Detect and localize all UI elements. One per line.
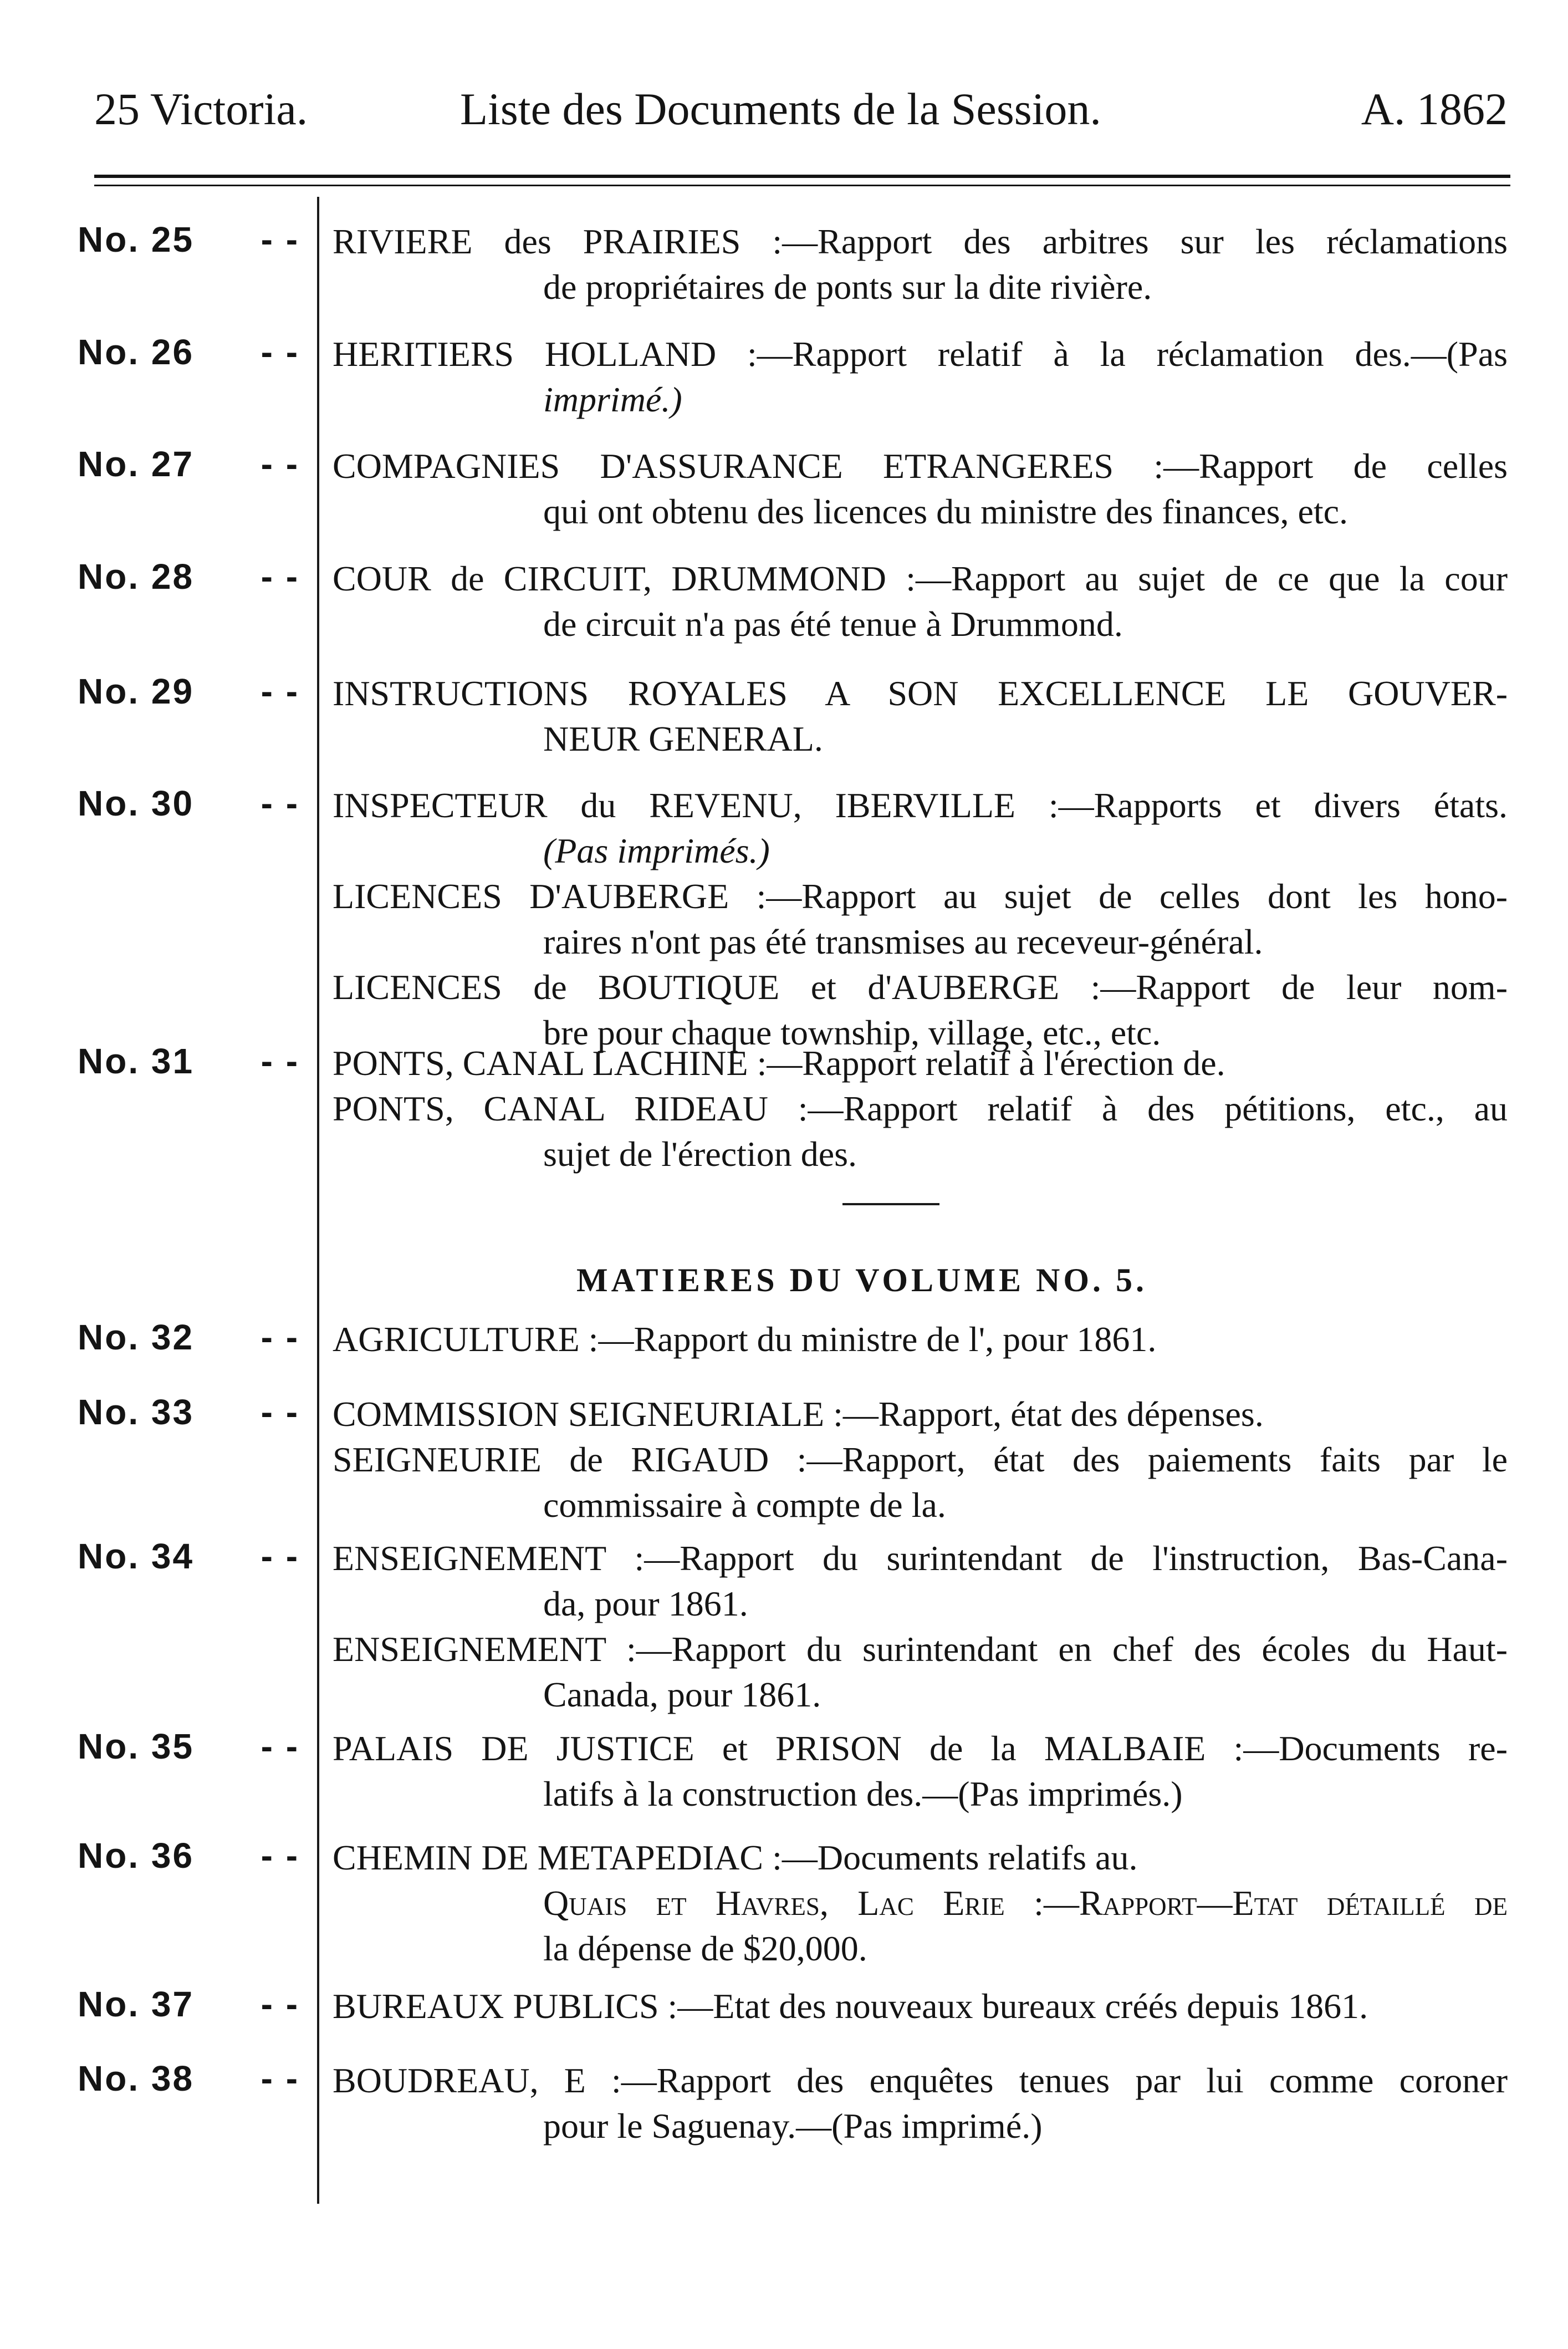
entry-line: Canada, pour 1861. <box>543 1675 821 1714</box>
entry-dash: - - <box>261 220 299 259</box>
entry-line: CHEMIN DE METAPEDIAC :—Documents relatifs au. <box>333 1838 1138 1877</box>
entry-dash: - - <box>261 2058 299 2098</box>
running-head-right: A. 1862 <box>1361 84 1508 134</box>
header-rule-thin <box>94 185 1510 186</box>
entry-line: da, pour 1861. <box>543 1584 748 1623</box>
entry-dash: - - <box>261 332 299 372</box>
entry-line: pour le Saguenay.—(Pas imprimé.) <box>543 2106 1043 2146</box>
entry-number: No. 38 <box>78 2058 195 2098</box>
entry-line: qui ont obtenu des licences du ministre des finances, etc. <box>543 492 1349 531</box>
entry-dash: - - <box>261 1836 299 1876</box>
entry-line: commissaire à compte de la. <box>543 1485 946 1525</box>
entry-line: (Pas imprimés.) <box>543 831 770 870</box>
entry-line: la dépense de $20,000. <box>543 1929 867 1968</box>
entry-number: No. 25 <box>78 220 195 259</box>
entry-line: PONTS, CANAL RIDEAU :—Rapport relatif à des pétitions, etc., au <box>333 1089 1508 1128</box>
entry-line: Quais et Havres, Lac Erie :—Rapport—Etat détaillé de <box>543 1883 1508 1923</box>
entry-line: AGRICULTURE :—Rapport du ministre de l', pour 1861. <box>333 1319 1157 1359</box>
entry-line: LICENCES D'AUBERGE :—Rapport au sujet de celles dont les hono- <box>333 877 1508 916</box>
entry-number: No. 30 <box>78 783 195 823</box>
entry-number: No. 26 <box>78 332 195 372</box>
entry-dash: - - <box>261 557 299 597</box>
entry-number: No. 37 <box>78 1984 195 2024</box>
running-head-left: 25 Victoria. <box>94 84 308 134</box>
entry-number: No. 27 <box>78 444 195 484</box>
entry-line: imprimé.) <box>543 380 682 419</box>
entry-number: No. 34 <box>78 1536 195 1576</box>
entry-line: INSTRUCTIONS ROYALES A SON EXCELLENCE LE GOUVER- <box>333 674 1508 713</box>
entry-dash: - - <box>261 783 299 823</box>
entry-dash: - - <box>261 1392 299 1432</box>
entry-line: COMPAGNIES D'ASSURANCE ETRANGERES :—Rapport de celles <box>333 446 1508 486</box>
entry-number: No. 35 <box>78 1726 195 1766</box>
entry-line: ENSEIGNEMENT :—Rapport du surintendant en chef des écoles du Haut- <box>333 1629 1508 1669</box>
column-divider <box>317 197 319 2204</box>
entry-dash: - - <box>261 1317 299 1357</box>
page-header <box>94 83 1508 144</box>
entry-line: RIVIERE des PRAIRIES :—Rapport des arbitres sur les réclamations <box>333 222 1508 261</box>
entry-number: No. 28 <box>78 557 195 597</box>
entry-line: COUR de CIRCUIT, DRUMMOND :—Rapport au sujet de ce que la cour <box>333 559 1508 598</box>
entry-dash: - - <box>261 671 299 711</box>
entry-number: No. 29 <box>78 671 195 711</box>
entry-dash: - - <box>261 1041 299 1081</box>
entry-line: LICENCES de BOUTIQUE et d'AUBERGE :—Rapport de leur nom- <box>333 967 1508 1007</box>
entry-number: No. 36 <box>78 1836 195 1876</box>
entry-line: PONTS, CANAL LACHINE :—Rapport relatif à l'érection de. <box>333 1043 1225 1083</box>
entry-number: No. 33 <box>78 1392 195 1432</box>
entry-line: raires n'ont pas été transmises au receveur-général. <box>543 922 1263 961</box>
entry-line: INSPECTEUR du REVENU, IBERVILLE :—Rapports et divers états. <box>333 786 1508 825</box>
entry-line: sujet de l'érection des. <box>543 1134 857 1174</box>
running-head-title: Liste des Documents de la Session. <box>460 84 1101 134</box>
entry-line: de propriétaires de ponts sur la dite rivière. <box>543 267 1152 307</box>
entry-line: COMMISSION SEIGNEURIALE :—Rapport, état des dépenses. <box>333 1394 1264 1434</box>
entry-number: No. 32 <box>78 1317 195 1357</box>
entry-line: BUREAUX PUBLICS :—Etat des nouveaux bureaux créés depuis 1861. <box>333 1986 1368 2026</box>
entry-line: HERITIERS HOLLAND :—Rapport relatif à la réclamation des.—(Pas <box>333 334 1508 374</box>
entry-number: No. 31 <box>78 1041 195 1081</box>
entry-line: latifs à la construction des.—(Pas imprimés.) <box>543 1774 1183 1813</box>
header-rule-thick <box>94 175 1510 178</box>
entry-line: ENSEIGNEMENT :—Rapport du surintendant de l'instruction, Bas-Cana- <box>333 1538 1508 1578</box>
section-separator <box>842 1203 939 1205</box>
entry-line: NEUR GENERAL. <box>543 719 823 758</box>
entry-line: SEIGNEURIE de RIGAUD :—Rapport, état des paiements faits par le <box>333 1440 1508 1479</box>
entry-line: de circuit n'a pas été tenue à Drummond. <box>543 604 1123 644</box>
entry-line: BOUDREAU, E :—Rapport des enquêtes tenues par lui comme coroner <box>333 2061 1508 2100</box>
entry-dash: - - <box>261 1536 299 1576</box>
entry-line: PALAIS DE JUSTICE et PRISON de la MALBAIE :—Documents re- <box>333 1729 1508 1768</box>
entry-dash: - - <box>261 1726 299 1766</box>
section-title: MATIERES DU VOLUME NO. 5. <box>576 1262 1147 1298</box>
entry-line: bre pour chaque township, village, etc., etc. <box>543 1013 1161 1052</box>
entry-dash: - - <box>261 444 299 484</box>
entry-dash: - - <box>261 1984 299 2024</box>
